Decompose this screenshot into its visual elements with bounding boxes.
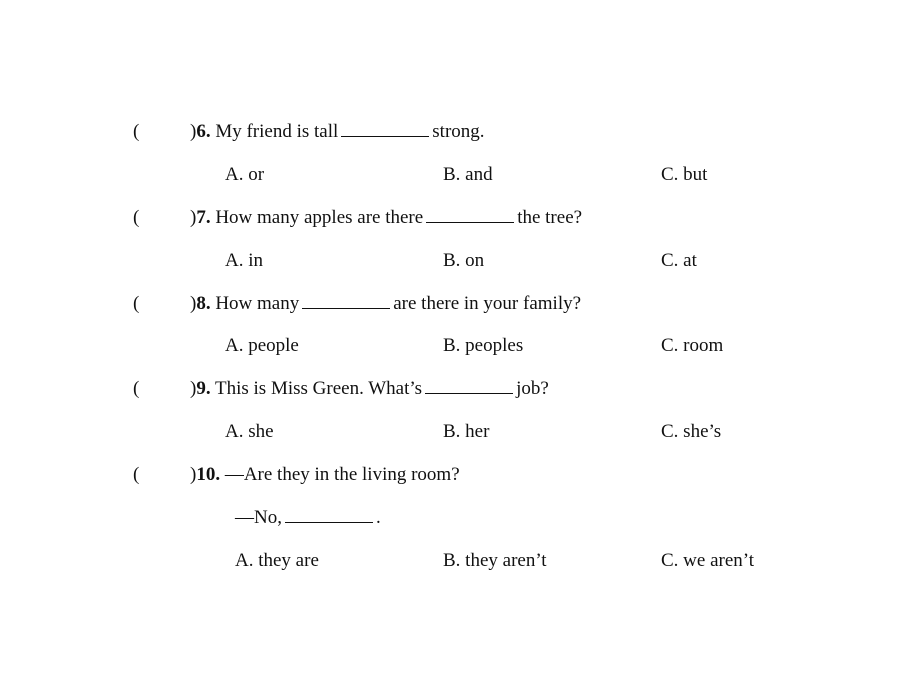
dialogue-reply [235,506,381,530]
option-a: A. in [225,250,263,271]
option-a: A. she [225,421,274,442]
stem-text: How many [215,293,300,314]
option-a: A. they are [235,550,319,571]
answer-blank[interactable] [426,206,514,223]
answer-blank[interactable] [302,292,390,309]
question-stem [190,206,582,230]
paren-close: ) [190,464,197,485]
stem-text: This is Miss Green. What’s [215,378,423,399]
answer-blank[interactable] [285,506,373,523]
option-b: B. they aren’t [443,550,547,571]
option-b: B. and [443,164,493,185]
answer-paren-open: ( [133,378,140,399]
option-a: A. or [225,164,265,185]
option-b: B. her [443,421,490,442]
paren-close: ) [190,293,197,314]
stem-text-after: job? [516,378,549,399]
option-c: C. at [661,250,697,271]
question-number: 7. [196,207,211,228]
reply-text: —No, [235,507,282,528]
option-c: C. she’s [661,421,722,442]
answer-paren-open: ( [133,464,140,485]
answer-paren-open: ( [133,121,140,142]
option-c: C. but [661,164,708,185]
question-number: 6. [196,121,211,142]
stem-text-after: the tree? [517,207,583,228]
paren-close: ) [190,121,197,142]
answer-blank[interactable] [341,120,429,137]
stem-text: How many apples are there [215,207,424,228]
answer-paren-open: ( [133,207,140,228]
question-number: 9. [196,378,211,399]
stem-text-after: are there in your family? [393,293,582,314]
option-b: B. on [443,250,485,271]
question-stem [190,292,581,316]
question-stem [190,120,485,144]
reply-text-after: . [375,507,381,528]
stem-text: My friend is tall [215,121,339,142]
option-a: A. people [225,335,299,356]
answer-paren-open: ( [133,293,140,314]
option-c: C. we aren’t [661,550,755,571]
answer-blank[interactable] [425,377,513,394]
stem-text-after: strong. [432,121,485,142]
question-number: 10. [196,464,221,485]
question-stem [190,463,460,487]
paren-close: ) [190,207,197,228]
stem-text: —Are they in the living room? [224,464,460,485]
paren-close: ) [190,378,197,399]
option-b: B. peoples [443,335,524,356]
question-number: 8. [196,293,211,314]
option-c: C. room [661,335,724,356]
question-stem [190,377,549,401]
